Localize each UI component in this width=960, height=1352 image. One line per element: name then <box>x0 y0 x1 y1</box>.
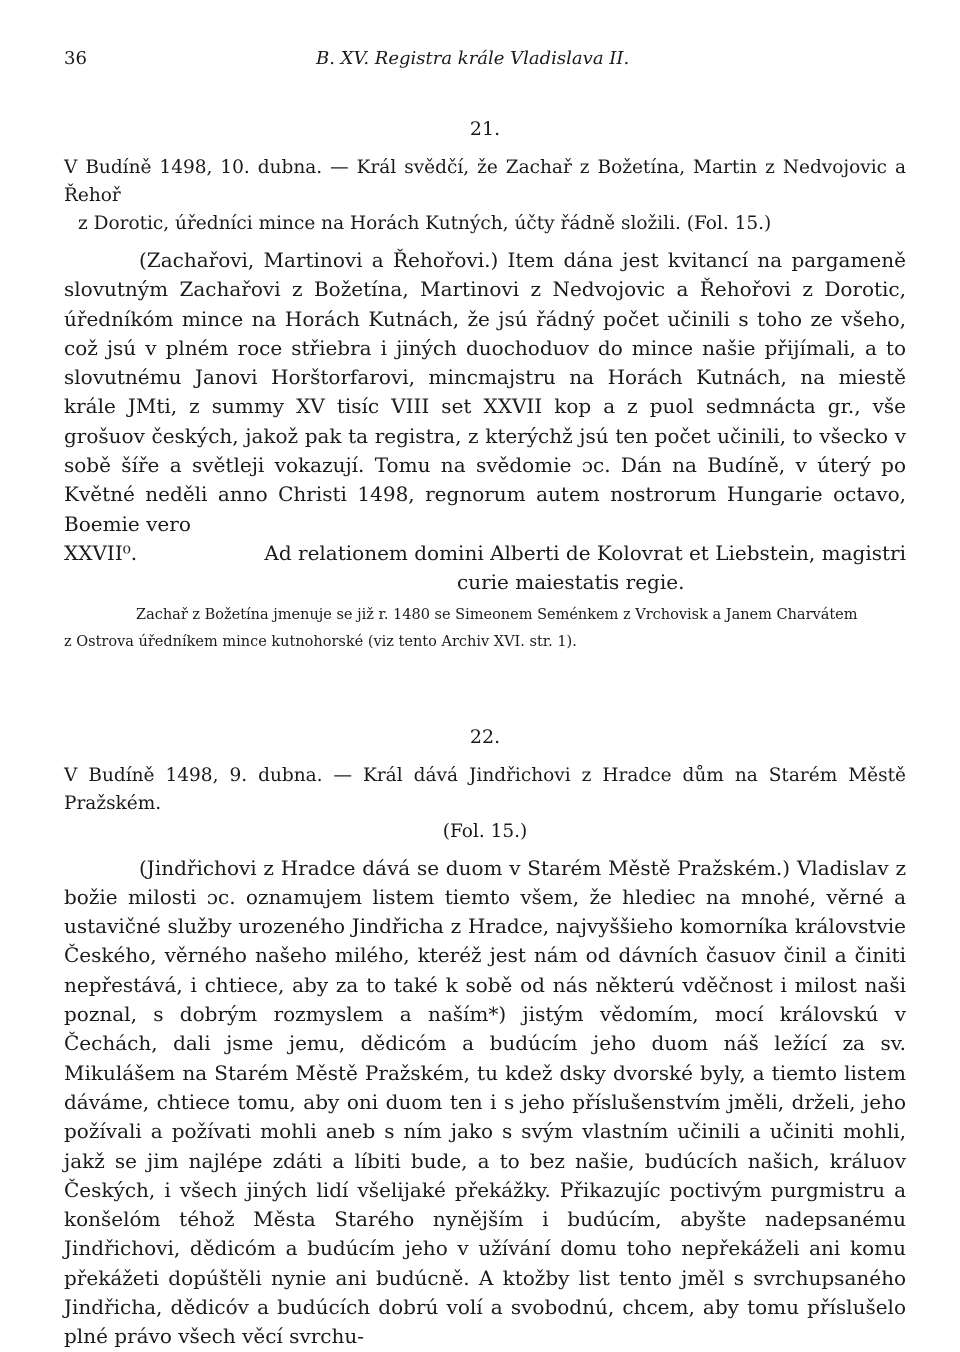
document-21-text: (Zachařovi, Martinovi a Řehořovi.) Item dána jest kvitancí na pargameně slovutným Zachařovi z Božetína, Martinovi z Nedvojovic a Řehořovi z Dorotic, úředníkóm mince na Horách Kutnách, že jsú řádný počet učinili s toho ze všeho, což jsú v plném roce střiebra i jiných duochoduov do mince našie přijímali, a to slovutnému Janovi Horštorfarovi, mincmajstru na Horách Kutnách, na miestě krále JMti, z summy XV tisíc VIII set XXVII kop a z puol sedmnácta gr., vše grošuov českých, jakož pak ta registra, z kterýchž jsú ten počet učinili, to všecko v sobě šíře a světleji vokazují. Tomu na svědomie ɔc. Dán na Budíně, v úterý po Květné neděli anno Christi 1498, regnorum autem nostrorum Hungarie octavo, Boemie vero <box>64 248 906 536</box>
regest-22 <box>64 762 906 846</box>
running-title: B. XV. Registra krále Vladislava II. <box>316 48 630 69</box>
document-page <box>64 44 906 1352</box>
regest-22-line1: V Budíně 1498, 9. dubna. — Král dává Jindřichovi z Hradce dům na Starém Městě Pražském. <box>64 764 906 814</box>
footnote-21 <box>64 602 906 656</box>
regest-21-line1: V Budíně 1498, 10. dubna. — Král svědčí, že Zachař z Božetína, Martin z Nedvojovic a Řehoř <box>64 157 906 206</box>
relation-line2: curie maiestatis regie. <box>457 570 685 595</box>
regest-21 <box>64 154 906 238</box>
document-number-22: 22. <box>469 725 501 748</box>
document-22-body <box>64 854 906 1352</box>
running-head <box>64 44 906 78</box>
regest-22-line2: (Fol. 15.) <box>442 820 528 842</box>
document-number-21: 21. <box>469 118 501 140</box>
regest-21-line2: z Dorotic, úředníci mince na Horách Kutných, účty řádně složili. (Fol. 15.) <box>78 213 772 234</box>
relation-note-21 <box>64 539 906 598</box>
relation-line1: Ad relationem domini Alberti de Kolovrat et Liebstein, magistri <box>264 540 906 565</box>
footnote-line1: Zachař z Božetína jmenuje se již r. 1480 se Simeonem Seménkem z Vrchovisk a Janem Charvátem <box>136 606 858 623</box>
document-21-body <box>64 246 906 539</box>
year-mark: XXVII⁰. <box>64 540 138 565</box>
document-22-text: (Jindřichovi z Hradce dává se duom v Starém Městě Pražském.) Vladislav z božie milosti ɔc. oznamujem listem tiemto všem, že hlediec na mnohé, věrné a ustavičné služby urozeného Jindřicha z Hradce, najvyššieho komorníka královstvie Českého, věrného našeho milého, kteréž jest nám od dávních časuov činil a činiti nepřestává, i chtiece, aby za to také k sobě od nás některú vděčnost i milost naši poznal, s dobrým rozmyslem a naším*) jistým vědomím, mocí královskú v Čechách, dali jsme jemu, dědicóm a budúcím jeho duom náš ležící za sv. Mikulášem na Starém Městě Pražském, tu kdež dsky dvorské byly, a tiemto listem dáváme, chtiece tomu, aby oni duom ten i s jeho příslušenstvím jměli, drželi, jeho požívali a požívati mohli aneb s ním jako s svým vlastním učinili a učiniti mohli, jakž se jim najlépe zdáti a líbiti bude, a to bez našie, budúcích našich, králuov Českých, i všech jiných lidí všelijaké překážky. Přikazujíc poctivým purgmistru a konšelóm téhož Města Starého nynějším i budúcím, abyšte nadepsanému Jindřichovi, dědicóm a budúcím jeho v užívání domu toho nepřekáželi ani komu překážeti dopúštěli nynie ani budúcně. A ktožby list tento jměl s svrchupsaného Jindřicha, dědicóv a budúcích dobrú volí a svobodnú, chcem, aby tomu příslušelo plné právo všech věcí svrchu- <box>64 855 906 1349</box>
page-number: 36 <box>64 48 87 69</box>
footnote-line2: z Ostrova úředníkem mince kutnohorské (viz tento Archiv XVI. str. 1). <box>64 633 577 650</box>
